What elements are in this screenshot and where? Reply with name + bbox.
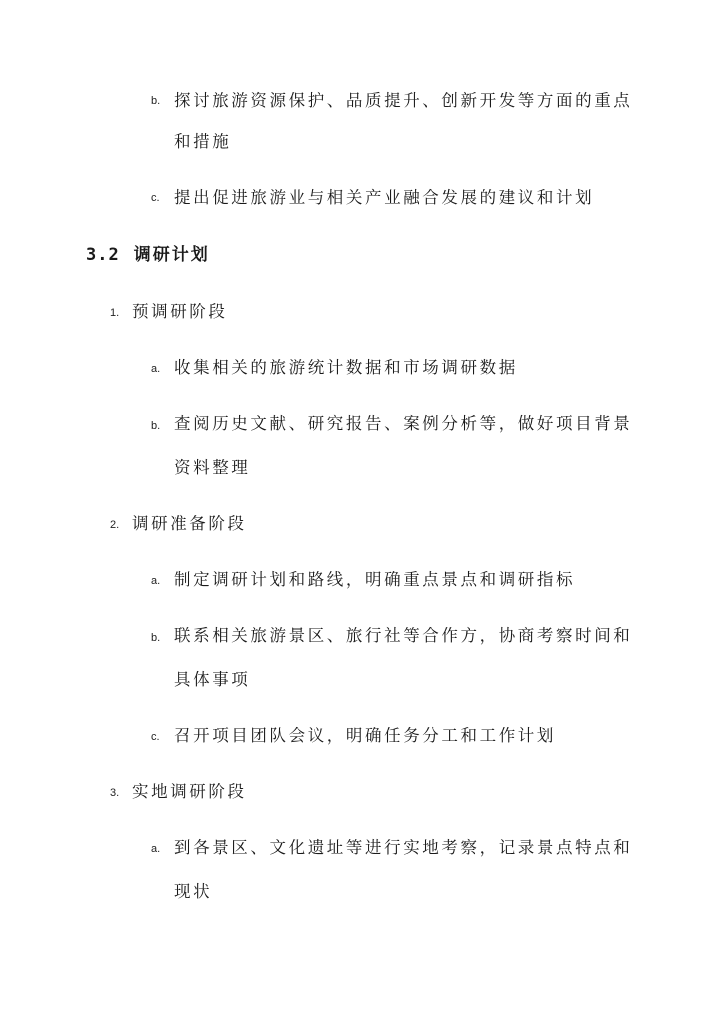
list-item-text: 制定调研计划和路线，明确重点景点和调研指标 — [174, 570, 576, 589]
phase-marker: 3. — [110, 787, 120, 799]
list-marker: a. — [151, 363, 161, 375]
list-marker: b. — [151, 420, 161, 432]
list-marker: a. — [151, 843, 161, 855]
phase-title: 预调研阶段 — [132, 302, 228, 321]
section-number: 3.2 — [86, 245, 120, 265]
phase-title: 调研准备阶段 — [132, 514, 247, 533]
list-marker: b. — [151, 95, 161, 107]
list-item-text: 现状 — [174, 882, 213, 901]
list-item-text: 和措施 — [174, 132, 232, 151]
phase-marker: 1. — [110, 307, 120, 319]
list-item-text: 召开项目团队会议，明确任务分工和工作计划 — [174, 726, 556, 745]
list-marker: a. — [151, 575, 161, 587]
list-marker: c. — [151, 731, 160, 743]
list-item-text: 探讨旅游资源保护、品质提升、创新开发等方面的重点 — [174, 91, 633, 110]
phase-marker: 2. — [110, 519, 120, 531]
list-marker: b. — [151, 632, 161, 644]
section-title: 调研计划 — [133, 245, 210, 265]
list-item-text: 提出促进旅游业与相关产业融合发展的建议和计划 — [174, 188, 595, 207]
list-item-text: 具体事项 — [174, 670, 251, 689]
list-item-text: 联系相关旅游景区、旅行社等合作方，协商考察时间和 — [174, 626, 633, 645]
list-item-text: 查阅历史文献、研究报告、案例分析等，做好项目背景 — [174, 414, 633, 433]
list-item-text: 到各景区、文化遗址等进行实地考察，记录景点特点和 — [174, 838, 633, 857]
phase-title: 实地调研阶段 — [132, 782, 247, 801]
list-item-text: 收集相关的旅游统计数据和市场调研数据 — [174, 358, 518, 377]
section-heading — [86, 244, 210, 266]
list-marker: c. — [151, 192, 160, 204]
list-item-text: 资料整理 — [174, 458, 251, 477]
